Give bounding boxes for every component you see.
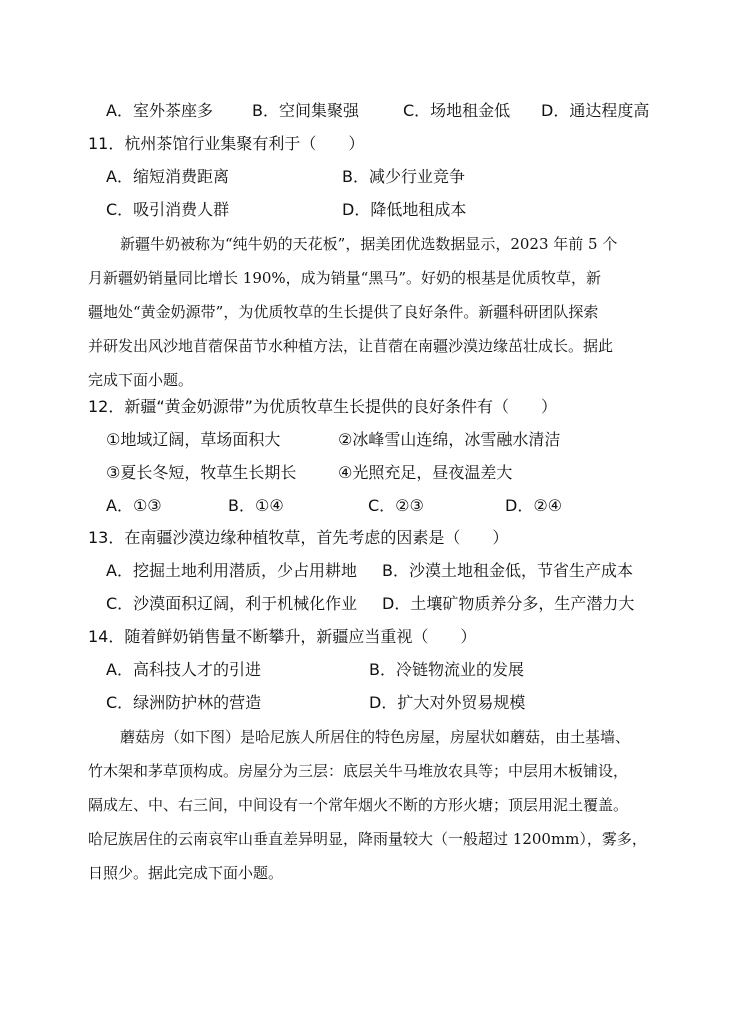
q11-option-d: D．降低地租成本 xyxy=(342,200,467,219)
passage2-line: 蘑菇房（如下图）是哈尼族人所居住的特色房屋，房屋状如蘑菇，由土基墙、 xyxy=(120,728,631,746)
q12-option-a: A．①③ xyxy=(106,496,162,515)
q12-option-b: B．①④ xyxy=(228,496,284,515)
passage2-line: 隔成左、中、右三间，中间设有一个常年烟火不断的方形火塘；顶层用泥土覆盖。 xyxy=(88,796,629,814)
q12-statement-2: ②冰峰雪山连绵，冰雪融水清洁 xyxy=(338,430,561,449)
q10-option-b: B．空间集聚强 xyxy=(252,101,359,120)
q12-stem: 12．新疆“黄金奶源带”为优质牧草生长提供的良好条件有（ ） xyxy=(88,397,557,416)
q12-statement-3: ③夏长冬短，牧草生长期长 xyxy=(106,463,297,482)
passage-xinjiang-milk xyxy=(88,227,648,397)
q11-option-b: B．减少行业竞争 xyxy=(342,167,465,186)
q14-option-a: A．高科技人才的引进 xyxy=(106,660,261,679)
q11-option-a: A．缩短消费距离 xyxy=(106,167,229,186)
passage1-line: 月新疆奶销量同比增长 190%，成为销量“黑马”。好奶的根基是优质牧草，新 xyxy=(88,269,601,287)
q12-option-c: C．②③ xyxy=(368,496,424,515)
q14-option-d: D．扩大对外贸易规模 xyxy=(369,693,526,712)
passage1-line: 新疆牛奶被称为“纯牛奶的天花板”，据美团优选数据显示，2023 年前 5 个 xyxy=(120,235,618,253)
q13-option-c: C．沙漠面积辽阔，利于机械化作业 xyxy=(106,594,358,613)
passage2-line: 日照少。据此完成下面小题。 xyxy=(88,864,284,882)
q11-stem: 11．杭州茶馆行业集聚有利于（ ） xyxy=(88,134,365,153)
passage1-line: 并研发出风沙地苜蓿保苗节水种植方法，让苜蓿在南疆沙漠边缘茁壮成长。据此 xyxy=(88,337,614,355)
q14-option-b: B．冷链物流业的发展 xyxy=(369,660,524,679)
q12-statement-4: ④光照充足，昼夜温差大 xyxy=(338,463,513,482)
passage2-line: 哈尼族居住的云南哀牢山垂直差异明显，降雨量较大（一般超过 1200mm），雾多， xyxy=(88,830,647,848)
q13-option-d: D．土壤矿物质养分多，生产潜力大 xyxy=(382,594,635,613)
q13-option-b: B．沙漠土地租金低，节省生产成本 xyxy=(382,561,633,580)
q10-option-d: D．通达程度高 xyxy=(541,101,650,120)
passage1-line: 完成下面小题。 xyxy=(88,371,194,389)
q10-option-c: C．场地租金低 xyxy=(403,101,511,120)
q12-statement-1: ①地域辽阔，草场面积大 xyxy=(106,430,281,449)
q11-option-c: C．吸引消费人群 xyxy=(106,200,230,219)
q13-stem: 13．在南疆沙漠边缘种植牧草，首先考虑的因素是（ ） xyxy=(88,528,509,547)
q12-option-d: D．②④ xyxy=(505,496,563,515)
q14-option-c: C．绿洲防护林的营造 xyxy=(106,693,262,712)
q10-option-a: A．室外茶座多 xyxy=(106,101,213,120)
passage1-line: 疆地处“黄金奶源带”，为优质牧草的生长提供了良好条件。新疆科研团队探索 xyxy=(88,303,599,321)
passage-hani-mushroom-house xyxy=(88,720,648,890)
q14-stem: 14．随着鲜奶销售量不断攀升，新疆应当重视（ ） xyxy=(88,627,477,646)
passage2-line: 竹木架和茅草顶构成。房屋分为三层：底层关牛马堆放农具等；中层用木板铺设， xyxy=(88,762,629,780)
q13-option-a: A．挖掘土地利用潜质，少占用耕地 xyxy=(106,561,357,580)
